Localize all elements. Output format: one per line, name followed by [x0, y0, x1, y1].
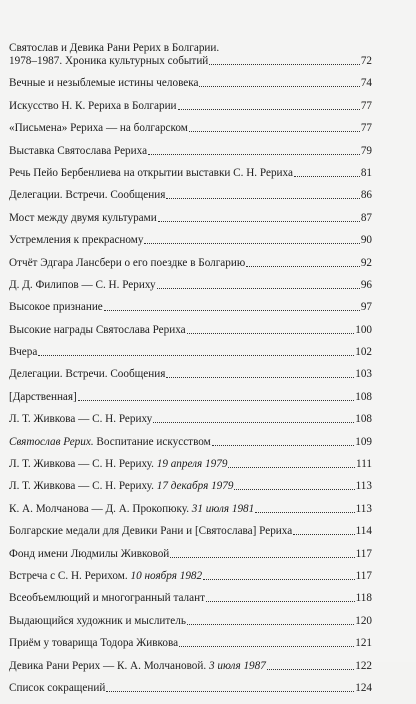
- toc-page-number: 108: [355, 413, 372, 426]
- dot-leader: [228, 466, 355, 468]
- dot-leader: [212, 444, 354, 446]
- dot-leader: [255, 511, 354, 513]
- toc-entry-date: 17 декабря 1979: [156, 480, 234, 493]
- toc-entry-title-rest: Воспитание искусством: [93, 435, 211, 448]
- toc-page-number: 81: [360, 166, 372, 179]
- toc-page-number: 77: [360, 99, 372, 112]
- toc-page-number: 103: [355, 368, 372, 381]
- toc-entry-title: [9, 480, 233, 493]
- dot-leader: [209, 63, 360, 65]
- toc-page-number: 108: [355, 390, 372, 403]
- toc-entry-title-line-2: 1978–1987. Хроника культурных событий: [9, 55, 209, 67]
- toc-page-number: 124: [355, 681, 372, 694]
- dot-leader: [206, 600, 355, 602]
- toc-entry-title: Всеобъемлющий и многогранный талант: [9, 592, 205, 605]
- toc-entry-title: [9, 660, 266, 673]
- toc-entry-title: Искусство Н. К. Рериха в Болгарии: [9, 99, 177, 112]
- toc-entry: [9, 122, 372, 135]
- toc-page-number: 113: [355, 480, 372, 493]
- dot-leader: [166, 197, 359, 199]
- toc-entry-title: [9, 436, 211, 449]
- toc-entry-date: 31 июля 1981: [191, 502, 255, 515]
- toc-page-number: 79: [360, 144, 372, 157]
- toc-entry-title-line-1: Святослав и Девика Рани Рерих в Болгарии.: [9, 42, 220, 54]
- toc-entry: [9, 682, 372, 695]
- toc-entry-date: 10 ноября 1982: [130, 569, 203, 582]
- toc-entry-title: Отчёт Эдгара Лансбери о его поездке в Болгарию: [9, 256, 246, 269]
- toc-entry-title: «Письмена» Рериха — на болгарском: [9, 122, 188, 135]
- toc-entry-title-text: Встреча с С. Н. Рерихом.: [9, 569, 131, 582]
- toc-entry-title-text: К. А. Молчанова — Д. А. Прокопюку.: [9, 502, 192, 515]
- dot-leader: [153, 421, 354, 423]
- dot-leader: [157, 287, 360, 289]
- table-of-contents: [9, 42, 372, 704]
- toc-entry-title: Список сокращений: [9, 681, 106, 694]
- toc-entry-title: Мост между двумя культурами: [9, 211, 157, 224]
- toc-entry: [9, 413, 372, 426]
- toc-entry: [9, 525, 372, 538]
- toc-entry-title: Делегации. Встречи. Сообщения: [9, 368, 166, 381]
- dot-leader: [203, 578, 355, 580]
- toc-entry-title: Делегации. Встречи. Сообщения: [9, 189, 166, 202]
- toc-entry-title: Приём у товарища Тодора Живкова: [9, 637, 179, 650]
- toc-page-number: 92: [360, 256, 372, 269]
- dot-leader: [187, 332, 355, 334]
- dot-leader: [179, 645, 354, 647]
- dot-leader: [246, 265, 360, 267]
- toc-page-number: 113: [355, 502, 372, 515]
- toc-entry: [9, 257, 372, 270]
- toc-entry: [9, 503, 372, 516]
- toc-entry-title: [9, 503, 254, 516]
- toc-entry: [9, 167, 372, 180]
- dot-leader: [199, 85, 359, 87]
- toc-page-number: 100: [355, 323, 372, 336]
- toc-entry-title: Вчера: [9, 346, 38, 359]
- toc-page-number: 118: [355, 592, 372, 605]
- toc-entry-title: Вечные и незыблемые истины человека: [9, 77, 199, 90]
- toc-entry-title: [9, 458, 227, 471]
- toc-entry: [9, 42, 372, 68]
- toc-entry: [9, 592, 372, 605]
- toc-entry-title: Выставка Святослава Рериха: [9, 144, 148, 157]
- toc-page-number: 87: [360, 211, 372, 224]
- toc-page-number: 109: [355, 435, 372, 448]
- toc-entry: [9, 637, 372, 650]
- dot-leader: [104, 309, 360, 311]
- dot-leader: [158, 220, 360, 222]
- toc-page-number: 117: [355, 547, 372, 560]
- toc-entry-title: Л. Т. Живкова — С. Н. Рериху: [9, 413, 153, 426]
- dot-leader: [106, 690, 354, 692]
- toc-entry-date: 19 апреля 1979: [156, 458, 228, 471]
- dot-leader: [234, 488, 354, 490]
- toc-entry: [9, 234, 372, 247]
- toc-entry-title-text: Л. Т. Живкова — С. Н. Рериху.: [9, 458, 157, 471]
- dot-leader: [170, 556, 354, 558]
- toc-entry-title: Высокое признание: [9, 301, 103, 314]
- toc-entry: [9, 145, 372, 158]
- toc-entry: [9, 301, 372, 314]
- toc-entry: [9, 100, 372, 113]
- toc-entry: [9, 615, 372, 628]
- toc-page-number: 96: [360, 278, 372, 291]
- toc-entry-date: 3 июля 1987: [208, 659, 266, 672]
- toc-entry: [9, 391, 372, 404]
- toc-entry: [9, 660, 372, 673]
- toc-page-number: 111: [356, 458, 372, 471]
- dot-leader: [166, 376, 354, 378]
- dot-leader: [294, 175, 360, 177]
- toc-page-number: 97: [360, 301, 372, 314]
- toc-entry-title: Высокие награды Святослава Рериха: [9, 323, 186, 336]
- toc-entry: [9, 77, 372, 90]
- dot-leader: [267, 668, 354, 670]
- toc-page-number: 102: [355, 346, 372, 359]
- toc-entry-title: Фонд имени Людмилы Живковой: [9, 547, 170, 560]
- toc-page-number: 117: [355, 569, 372, 582]
- toc-entry: [9, 212, 372, 225]
- dot-leader: [189, 130, 360, 132]
- toc-page-number: 121: [355, 637, 372, 650]
- toc-entry-title: Д. Д. Филипов — С. Н. Рериху: [9, 278, 156, 291]
- toc-entry: [9, 570, 372, 583]
- dot-leader: [178, 108, 360, 110]
- dot-leader: [293, 533, 354, 535]
- dot-leader: [144, 242, 359, 244]
- toc-entry: [9, 458, 372, 471]
- dot-leader: [78, 399, 354, 401]
- toc-page-number: 72: [360, 55, 372, 67]
- toc-page-number: 90: [360, 234, 372, 247]
- toc-entry: [9, 436, 372, 449]
- dot-leader: [148, 153, 360, 155]
- toc-page-number: 114: [355, 525, 372, 538]
- toc-entry-title: [9, 570, 202, 583]
- toc-entry: [9, 480, 372, 493]
- toc-entry-title: Болгарские медали для Девики Рани и [Святослава] Рериха: [9, 525, 293, 538]
- toc-entry: [9, 548, 372, 561]
- toc-entry-title: Выдающийся художник и мыслитель: [9, 614, 186, 627]
- toc-entry: [9, 368, 372, 381]
- toc-entry-title: Устремления к прекрасному: [9, 234, 144, 247]
- toc-entry-title: [Дарственная]: [9, 390, 77, 403]
- dot-leader: [38, 354, 354, 356]
- toc-page-number: 120: [355, 614, 372, 627]
- toc-entry: [9, 324, 372, 337]
- toc-page-number: 122: [355, 659, 372, 672]
- toc-page-number: 77: [360, 122, 372, 135]
- toc-entry-title-text: Л. Т. Живкова — С. Н. Рериху.: [9, 480, 157, 493]
- toc-entry-title-text: Девика Рани Рерих — К. А. Молчановой.: [9, 659, 209, 672]
- toc-entry: [9, 346, 372, 359]
- toc-page-number: 74: [360, 77, 372, 90]
- toc-entry: [9, 279, 372, 292]
- toc-entry-title: Речь Пейо Бербенлиева на открытии выставки С. Н. Рериха: [9, 166, 293, 179]
- toc-entry-title-italic: Святослав Рерих.: [9, 435, 94, 448]
- toc-page-number: 86: [360, 189, 372, 202]
- toc-entry: [9, 189, 372, 202]
- dot-leader: [187, 623, 354, 625]
